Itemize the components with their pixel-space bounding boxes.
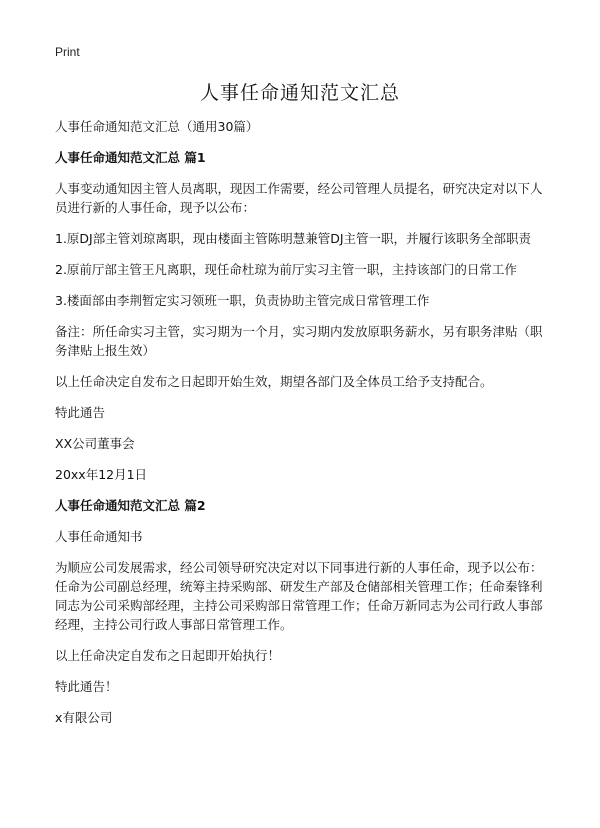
list-item: 1.原DJ部主管刘琼离职，现由楼面主管陈明慧兼管DJ主管一职，并履行该职务全部职责 bbox=[55, 231, 532, 246]
organization-signature: x有限公司 bbox=[55, 710, 113, 725]
closing-line: 特此通告！ bbox=[55, 679, 118, 694]
subtitle: 人事任命通知范文汇总（通用30篇） bbox=[55, 119, 259, 134]
section-heading: 人事任命通知范文汇总 篇2 bbox=[55, 498, 206, 513]
closing-line: 特此通告 bbox=[55, 405, 106, 420]
paragraph: 人事变动通知因主管人员离职，现因工作需要，经公司管理人员提名，研究决定对以下人员进行新的人事任命，现予以公布： bbox=[55, 181, 543, 215]
document-body bbox=[55, 117, 550, 739]
list-item: 2.原前厅部主管王凡离职，现任命杜琼为前厅实习主管一职，主持该部门的日常工作 bbox=[55, 262, 517, 277]
paragraph: 以上任命决定自发布之日起即开始执行！ bbox=[55, 648, 281, 663]
paragraph: 为顺应公司发展需求，经公司领导研究决定对以下同事进行新的人事任命，现予以公布：任命为公司副总经理，统筹主持采购部、研发生产部及仓储部相关管理工作；任命秦锋利同志为公司采购部经理，主持公司采购部日常管理工作；任命万新同志为公司行政人事部经理，主持公司行政人事部日常管理工作。 bbox=[55, 560, 543, 632]
note-paragraph: 备注：所任命实习主管，实习期为一个月，实习期内发放原职务薪水，另有职务津贴（职务津贴上报生效） bbox=[55, 324, 543, 358]
organization-signature: XX公司董事会 bbox=[55, 436, 135, 451]
section-heading: 人事任命通知范文汇总 篇1 bbox=[55, 150, 206, 165]
document-name: 人事任命通知书 bbox=[55, 529, 143, 544]
paragraph: 以上任命决定自发布之日起即开始生效，期望各部门及全体员工给予支持配合。 bbox=[55, 374, 493, 389]
print-link[interactable]: Print bbox=[55, 45, 80, 59]
date-line: 20xx年12月1日 bbox=[55, 467, 148, 482]
list-item: 3.楼面部由李荆暂定实习领班一职，负责协助主管完成日常管理工作 bbox=[55, 293, 430, 308]
page-title: 人事任命通知范文汇总 bbox=[199, 82, 400, 104]
